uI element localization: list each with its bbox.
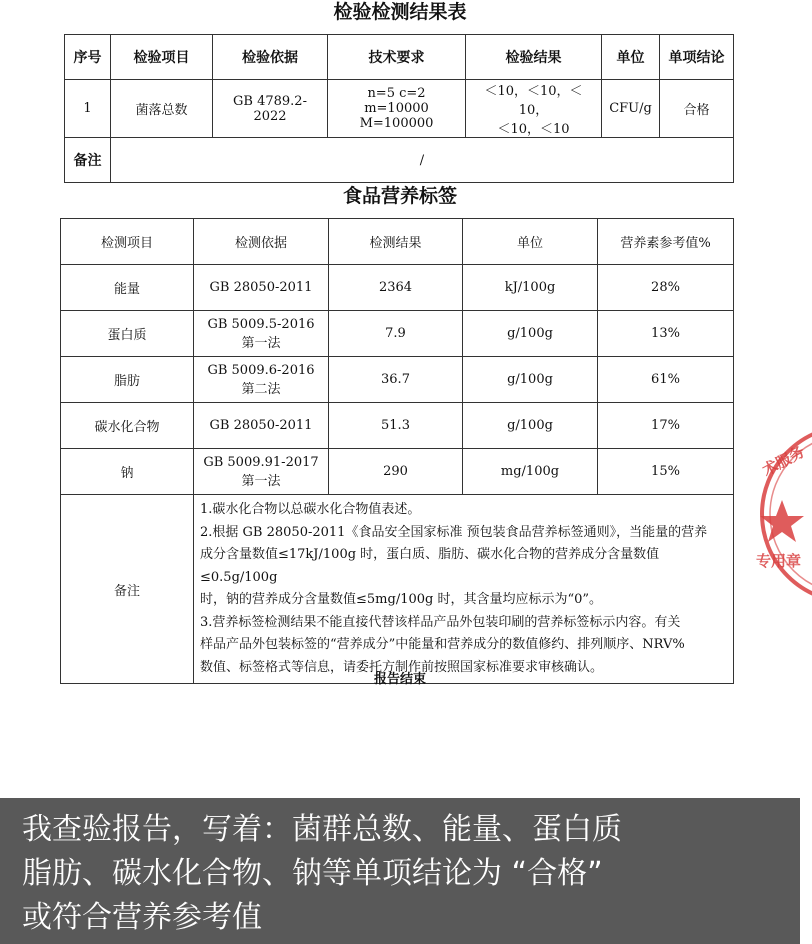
nutrient-item: 碳水化合物	[61, 403, 194, 449]
nutrient-result: 2364	[329, 265, 463, 311]
test-basis: GB 4789.2-2022	[213, 80, 328, 138]
nutrition-table	[60, 218, 734, 684]
nutrient-nrv: 15%	[598, 449, 734, 495]
header-cell: 检验结果	[466, 35, 602, 80]
basis-method: 第一法	[241, 473, 281, 489]
header-cell: 检测项目	[61, 219, 194, 265]
nutrient-item: 蛋白质	[61, 311, 194, 357]
caption-line: 或符合营养参考值	[22, 900, 262, 935]
official-seal	[752, 420, 812, 608]
note-line: 样品产品外包装标签的“营养成分”中能量和营养成分的数值修约、排列顺序、NRV%	[200, 637, 685, 652]
table-row	[61, 449, 734, 495]
header-cell: 单位	[602, 35, 660, 80]
nutrient-unit: g/100g	[463, 311, 598, 357]
test-item: 菌落总数	[111, 80, 213, 138]
basis-method: 第一法	[241, 335, 281, 351]
nutrient-basis	[194, 403, 329, 449]
note-line: 时，钠的营养成分含量数值≤5mg/100g 时，其含量均应标示为“0”。	[200, 592, 603, 607]
notes-row	[61, 495, 734, 684]
basis-line: GB 28050-2011	[209, 280, 313, 295]
basis-line: GB 5009.5-2016	[207, 316, 315, 332]
caption-line: 脂肪、碳水化合物、钠等单项结论为 “合格”	[22, 856, 603, 891]
header-cell: 单项结论	[660, 35, 734, 80]
header-cell: 营养素参考值%	[598, 219, 734, 265]
nutrient-unit: mg/100g	[463, 449, 598, 495]
test-result-table	[64, 34, 734, 183]
report-end: 报告结束	[373, 672, 426, 687]
result-line: ＜10，＜10	[497, 122, 570, 137]
nutrient-unit: g/100g	[463, 357, 598, 403]
nutrient-unit: kJ/100g	[463, 265, 598, 311]
basis-line: GB 28050-2011	[209, 418, 313, 433]
result-line: ＜10，＜10，＜10，	[484, 84, 583, 118]
table-row	[61, 311, 734, 357]
header-cell: 单位	[463, 219, 598, 265]
caption-line: 我查验报告，写着：菌群总数、能量、蛋白质	[22, 812, 622, 847]
header-cell: 检验项目	[111, 35, 213, 80]
nutrient-item: 能量	[61, 265, 194, 311]
tech-requirement	[328, 80, 466, 138]
notes-cell	[194, 495, 734, 684]
header-cell: 技术要求	[328, 35, 466, 80]
remark-label: 备注	[61, 495, 194, 684]
nutrition-title: 食品营养标签	[342, 185, 457, 207]
nutrient-nrv: 28%	[598, 265, 734, 311]
nutrient-result: 7.9	[329, 311, 463, 357]
nutrient-basis	[194, 265, 329, 311]
requirement-line: n=5 c=2	[367, 86, 426, 101]
report-title: 检验检测结果表	[333, 1, 467, 23]
svg-text:专用章: 专用章	[756, 552, 802, 570]
table-row	[61, 265, 734, 311]
table-row	[65, 80, 734, 138]
note-line: 1.碳水化合物以总碳水化合物值表述。	[200, 502, 421, 517]
basis-line: GB 5009.91-2017	[203, 454, 319, 470]
note-line: 成分含量数值≤17kJ/100g 时，蛋白质、脂肪、碳水化合物的营养成分含量数值≤0.5g/100g	[200, 547, 660, 585]
note-line: 数值、标签格式等信息，请委托方制作前按照国家标准要求审核确认。	[200, 659, 604, 675]
table-header-row	[61, 219, 734, 265]
header-cell: 检验依据	[213, 35, 328, 80]
nutrient-basis	[194, 311, 329, 357]
caption-overlay	[0, 798, 800, 944]
table-row	[61, 403, 734, 449]
nutrient-basis	[194, 357, 329, 403]
nutrient-unit: g/100g	[463, 403, 598, 449]
nutrient-nrv: 61%	[598, 357, 734, 403]
unit: CFU/g	[602, 80, 660, 138]
requirement-line: m=10000 M=100000	[359, 101, 434, 131]
header-cell: 序号	[65, 35, 111, 80]
nutrient-result: 51.3	[329, 403, 463, 449]
nutrient-nrv: 17%	[598, 403, 734, 449]
note-line: 3.营养标签检测结果不能直接代替该样品产品外包装印刷的营养标签标示内容。有关	[200, 614, 681, 630]
seal-stamp-icon	[752, 420, 812, 608]
header-cell: 检测依据	[194, 219, 329, 265]
remark-value: /	[111, 138, 734, 183]
remark-label: 备注	[65, 138, 111, 183]
nutrient-item: 脂肪	[61, 357, 194, 403]
nutrient-nrv: 13%	[598, 311, 734, 357]
nutrient-result: 36.7	[329, 357, 463, 403]
conclusion: 合格	[660, 80, 734, 138]
nutrient-result: 290	[329, 449, 463, 495]
basis-line: GB 5009.6-2016	[207, 362, 315, 378]
table-row	[61, 357, 734, 403]
nutrient-basis	[194, 449, 329, 495]
table-header-row	[65, 35, 734, 80]
basis-method: 第二法	[241, 381, 281, 397]
svg-text:术服务: 术服务	[759, 442, 808, 480]
header-cell: 检测结果	[329, 219, 463, 265]
note-line: 2.根据 GB 28050-2011《食品安全国家标准 预包装食品营养标签通则》，当能量的营养	[200, 524, 708, 540]
test-result	[466, 80, 602, 138]
row-number: 1	[65, 80, 111, 138]
nutrient-item: 钠	[61, 449, 194, 495]
remark-row	[65, 138, 734, 183]
